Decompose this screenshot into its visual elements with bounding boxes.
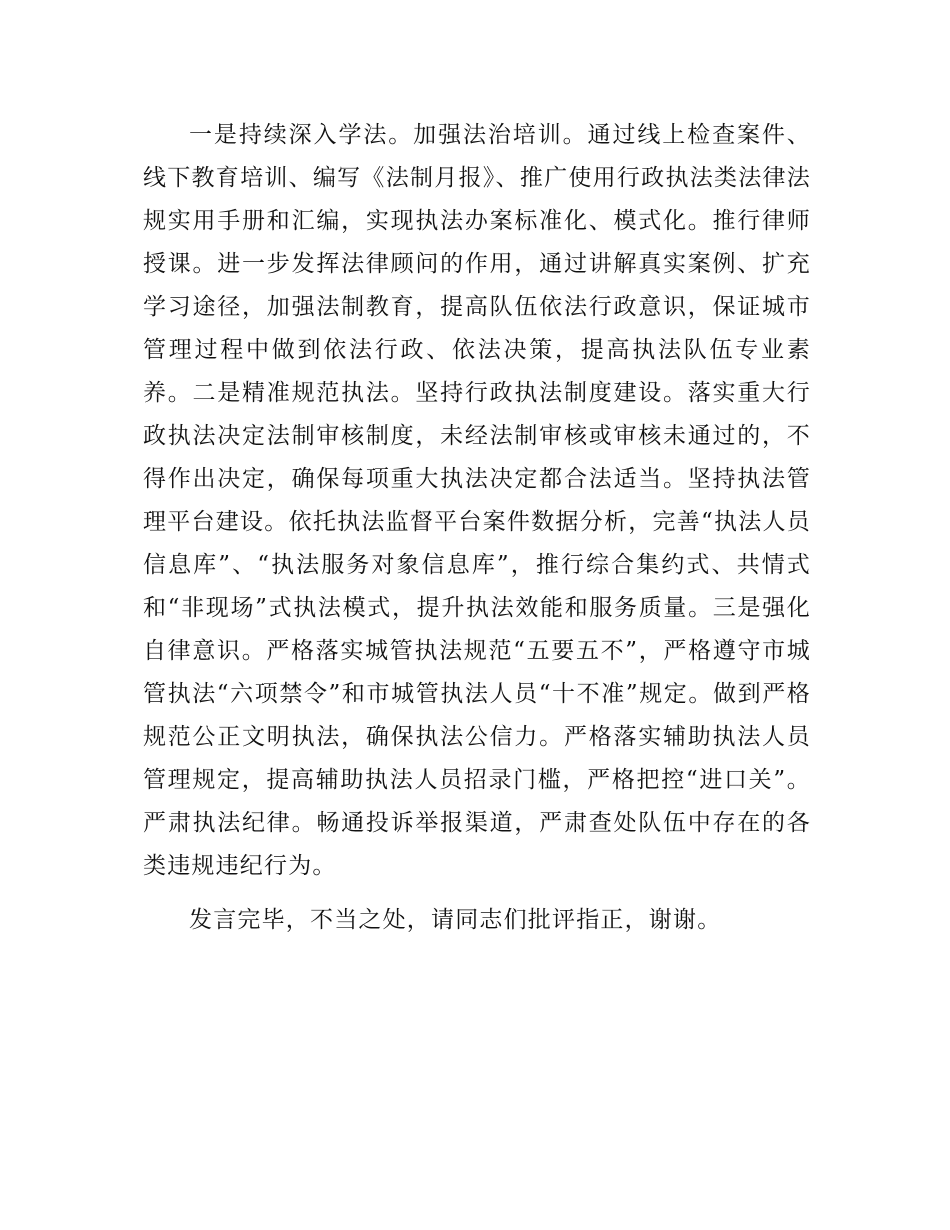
body-paragraph-main: 一是持续深入学法。加强法治培训。通过线上检查案件、线下教育培训、编写《法制月报》、推广使用行政执法类法律法规实用手册和汇编，实现执法办案标准化、模式化。推行律师授课。进一步发挥法律顾问的作用，通过讲解真实案例、扩充学习途径，加强法制教育，提高队伍依法行政意识，保证城市管理过程中做到依法行政、依法决策，提高执法队伍专业素养。二是精准规范执法。坚持行政执法制度建设。落实重大行政执法决定法制审核制度，未经法制审核或审核未通过的，不得作出决定，确保每项重大执法决定都合法适当。坚持执法管理平台建设。依托执法监督平台案件数据分析，完善“执法人员信息库”、“执法服务对象信息库”，推行综合集约式、共情式和“非现场”式执法模式，提升执法效能和服务质量。三是强化自律意识。严格落实城管执法规范“五要五不”，严格遵守市城管执法“六项禁令”和市城管执法人员“十不准”规定。做到严格规范公正文明执法，确保执法公信力。严格落实辅助执法人员管理规定，提高辅助执法人员招录门槛，严格把控“进口关”。严肃执法纪律。畅通投诉举报渠道，严肃查处队伍中存在的各类违规违纪行为。 [143,122,811,879]
document-body [143,114,811,942]
body-paragraph-closing: 发言完毕，不当之处，请同志们批评指正，谢谢。 [189,907,722,933]
